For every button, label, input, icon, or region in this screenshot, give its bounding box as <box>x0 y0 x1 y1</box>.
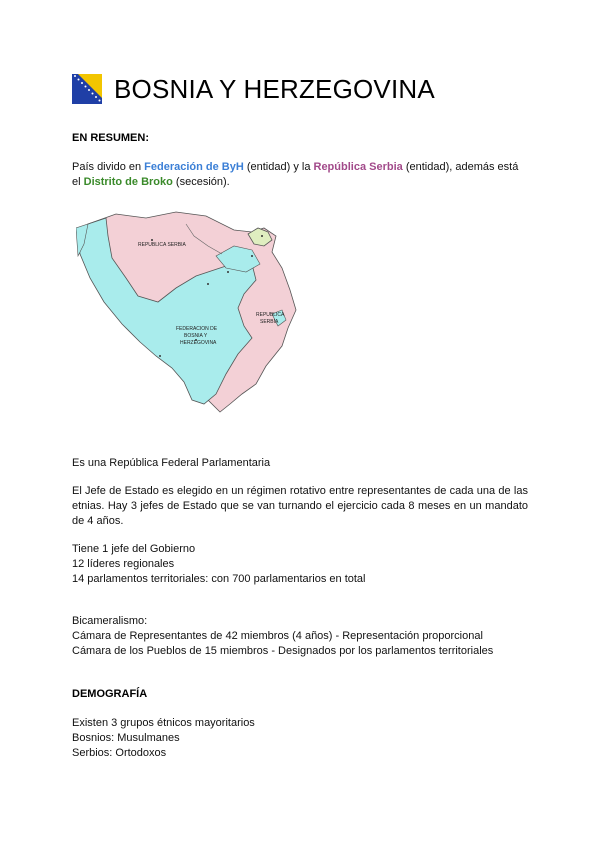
list-item: 14 parlamentos territoriales: con 700 parlamentarios en total <box>72 573 366 585</box>
demography-list <box>72 716 528 761</box>
list-item: 12 líderes regionales <box>72 558 175 570</box>
republika-term: República Serbia <box>313 161 403 173</box>
page-title: BOSNIA Y HERZEGOVINA <box>114 74 435 104</box>
map-label-rs-north: REPUBLICA SERBIA <box>138 242 186 248</box>
intro-text-1: País divido en <box>72 161 145 173</box>
map-label-fed-1: FEDERACION DE <box>176 326 218 332</box>
intro-paragraph <box>72 160 528 190</box>
map-label-rs-east-2: SERBIA <box>260 319 279 325</box>
federation-term: Federación de ByH <box>144 161 244 173</box>
list-item: Bicameralismo: <box>72 615 148 627</box>
list-item: Tiene 1 jefe del Gobierno <box>72 543 196 555</box>
entities-map <box>76 206 312 418</box>
paragraph-head-of-state: El Jefe de Estado es elegido en un régimen rotativo entre representantes de cada una de las etnias. Hay 3 jefes de Estado que se van turnando el ejercicio cada 8 meses en un mandato de 4 años. <box>72 485 528 527</box>
section-heading-demografia: DEMOGRAFÍA <box>72 688 148 700</box>
paragraph-system: Es una República Federal Parlamentaria <box>72 457 271 469</box>
bicameralism-block <box>72 614 528 659</box>
list-item: Cámara de Representantes de 42 miembros (4 años) - Representación proporcional <box>72 630 483 642</box>
list-item: Existen 3 grupos étnicos mayoritarios <box>72 717 255 729</box>
bosnia-flag-icon <box>72 74 102 104</box>
intro-text-3: (entidad), además está el <box>72 161 519 188</box>
list-item: Cámara de los Pueblos de 15 miembros - Designados por los parlamentos territoriales <box>72 645 494 657</box>
intro-text-4: (secesión). <box>172 176 230 188</box>
brcko-term: Distrito de Broko <box>83 176 173 188</box>
government-list <box>72 542 528 587</box>
map-label-fed-3: HERZEGOVINA <box>180 340 217 346</box>
section-heading-resumen: EN RESUMEN: <box>72 132 150 144</box>
intro-text-2: (entidad) y la <box>243 161 314 173</box>
map-label-rs-east-1: REPUBLICA <box>256 312 285 318</box>
list-item: Serbios: Ortodoxos <box>72 747 167 759</box>
map-label-fed-2: BOSNIA Y <box>184 333 208 339</box>
title-row <box>72 74 435 104</box>
list-item: Bosnios: Musulmanes <box>72 732 180 744</box>
